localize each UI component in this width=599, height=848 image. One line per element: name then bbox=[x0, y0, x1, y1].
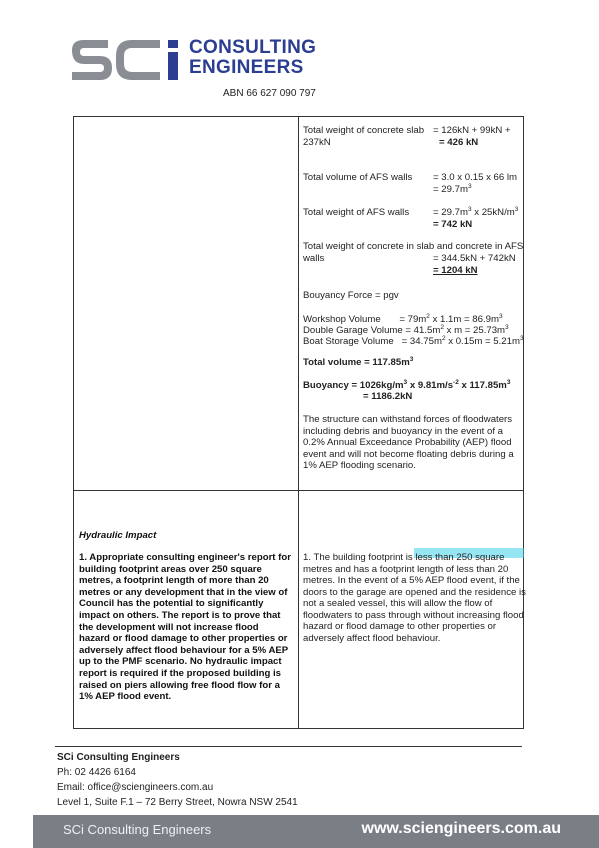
hydraulic-impact-requirement: 1. Appropriate consulting engineer's report for building footprint areas over 250 square metres, a footprint length of more than 20 metres or any development that in the view of Council has the potential to significantly impact on others. The report is to prove that the development will not increase flood hazard or flood damage to other properties or adversely affect flood behaviour for a 5% AEP up to the PMF scenario. No hydraulic impact report is required if the proposed building is raised on piers allowing free flood flow for a 1% AEP flood event. bbox=[79, 552, 291, 703]
afs-weight-equation: = $29.7m^3$ x $25kN/m^3$ bbox=[433, 205, 519, 218]
total-volume: Total volume = $117.85m^3$ bbox=[303, 355, 414, 368]
buoyancy-force-formula: Bouyancy Force = pgv bbox=[303, 290, 399, 301]
slab-weight-label: Total weight of concrete slab bbox=[303, 125, 425, 136]
sci-logo-mark bbox=[68, 36, 188, 86]
column-divider bbox=[298, 116, 299, 729]
boat-storage-volume: Boat Storage Volume = $34.75m^2$ x $0.15m = 5.21m^3$ bbox=[303, 334, 524, 347]
afs-volume-label: Total volume of AFS walls bbox=[303, 172, 413, 183]
afs-volume-result: = $29.7m^3$ bbox=[433, 182, 472, 195]
logo-line-2: ENGINEERS bbox=[189, 57, 304, 78]
abn-number: ABN 66 627 090 797 bbox=[223, 88, 316, 99]
buoyancy-result: = 1186.2kN bbox=[363, 391, 413, 402]
structure-conclusion: The structure can withstand forces of floodwaters including debris and buoyancy in the event of a 0.2% Annual Exceedance Probability (AEP) flood event and will not become floating debris during a 1% AEP flooding scenario. bbox=[303, 414, 514, 471]
footer-phone: Ph: 02 4426 6164 bbox=[57, 767, 136, 778]
total-weight-label-1: Total weight of concrete in slab and concrete in AFS bbox=[303, 241, 524, 252]
afs-weight-result: = 742 kN bbox=[433, 219, 473, 230]
slab-weight-result: = 426 kN bbox=[439, 137, 479, 148]
company-logo bbox=[68, 36, 318, 96]
footer-divider bbox=[55, 746, 522, 747]
afs-weight-label: Total weight of AFS walls bbox=[303, 207, 410, 218]
total-weight-equation: = 344.5kN + 742kN bbox=[433, 253, 516, 264]
footer-company: SCi Consulting Engineers bbox=[57, 752, 180, 763]
hydraulic-impact-heading: Hydraulic Impact bbox=[79, 530, 157, 541]
total-weight-label-2: walls bbox=[303, 253, 325, 264]
footer-band-website: www.sciengineers.com.au bbox=[361, 820, 561, 837]
row-divider bbox=[73, 490, 524, 491]
logo-line-1: CONSULTING bbox=[189, 37, 317, 58]
slab-weight-continuation: 237kN bbox=[303, 137, 331, 148]
buoyancy-equation: Buoyancy = $1026kg/m^3$ x $9.81m/s^{-2}$ x $117.85m^3$ bbox=[303, 378, 511, 391]
hydraulic-impact-response: 1. The building footprint is less than 250 square metres and has a footprint length of less than 20 metres. In the event of a 5% AEP flood event, if the doors to the garage are opened and the residence is not a sealed vessel, this will allow the flow of floodwaters to pass through without increasing flood hazard or flood damage to other properties or adversely affect flood behaviour. bbox=[303, 552, 526, 644]
footer-band bbox=[33, 815, 599, 848]
afs-volume-equation: = 3.0 x 0.15 x 66 lm bbox=[433, 172, 517, 183]
garage-volume: Double Garage Volume = $41.5m^2$ x $m = 25.73m^3$ bbox=[303, 323, 509, 336]
footer-band-company: SCi Consulting Engineers bbox=[63, 822, 212, 837]
total-weight-result: = 1204 kN bbox=[433, 265, 478, 276]
slab-weight-equation: = 126kN + 99kN + bbox=[433, 125, 511, 136]
footer-email: Email: office@sciengineers.com.au bbox=[57, 782, 214, 793]
workshop-volume: Workshop Volume = $79m^2$ x $1.1m = 86.9m^3$ bbox=[303, 312, 503, 325]
logo-wordmark bbox=[189, 38, 316, 78]
footer-address: Level 1, Suite F.1 – 72 Berry Street, Nowra NSW 2541 bbox=[57, 797, 298, 808]
